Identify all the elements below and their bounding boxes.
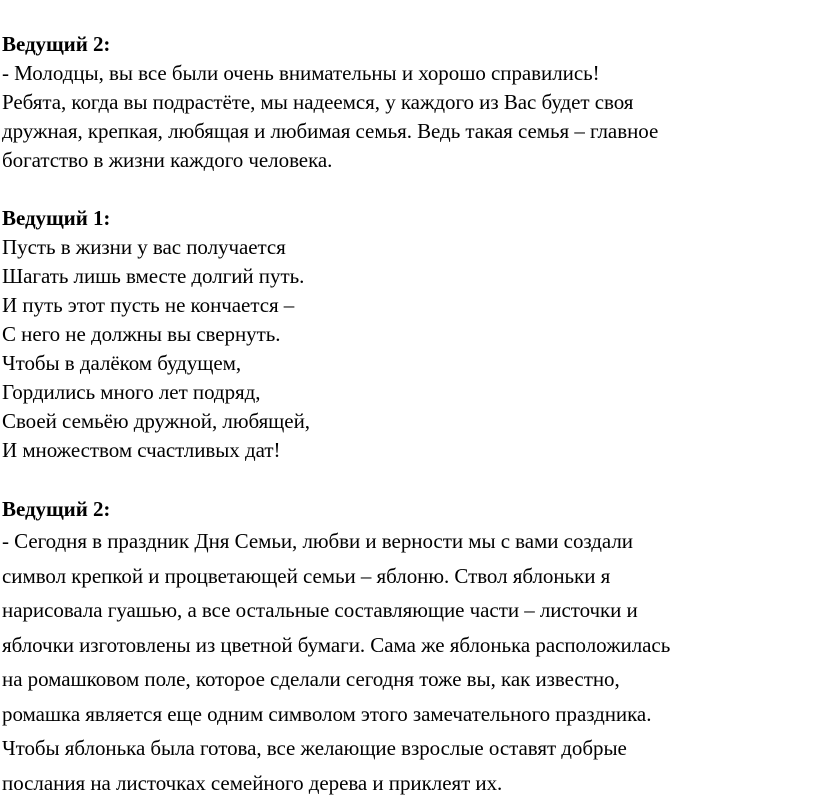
poem-line: Гордились много лет подряд, bbox=[2, 378, 812, 407]
text-line: дружная, крепкая, любящая и любимая семья. Ведь такая семья – главное bbox=[2, 117, 812, 146]
poem-line: И множеством счастливых дат! bbox=[2, 436, 812, 465]
paragraph-gap bbox=[2, 465, 812, 494]
text-line: яблочки изготовлены из цветной бумаги. Сама же яблонька расположилась bbox=[2, 628, 812, 663]
text-line: - Сегодня в праздник Дня Семьи, любви и верности мы с вами создали bbox=[2, 524, 812, 559]
speaker-label: Ведущий 1: bbox=[2, 204, 812, 233]
text-line: ромашка является еще одним символом этого замечательного праздника. bbox=[2, 697, 812, 732]
speaker-label: Ведущий 2: bbox=[2, 494, 812, 524]
poem-line: Чтобы в далёком будущем, bbox=[2, 349, 812, 378]
section-host1-poem bbox=[2, 204, 812, 465]
poem-line: С него не должны вы свернуть. bbox=[2, 320, 812, 349]
text-line: послания на листочках семейного дерева и приклеят их. bbox=[2, 766, 812, 800]
text-line: Ребята, когда вы подрастёте, мы надеемся, у каждого из Вас будет своя bbox=[2, 88, 812, 117]
poem-line: Пусть в жизни у вас получается bbox=[2, 233, 812, 262]
document-page bbox=[2, 30, 812, 800]
poem-line: И путь этот пусть не кончается – bbox=[2, 291, 812, 320]
text-line: на ромашковом поле, которое сделали сегодня тоже вы, как известно, bbox=[2, 662, 812, 697]
poem-line: Шагать лишь вместе долгий путь. bbox=[2, 262, 812, 291]
poem-line: Своей семьёю дружной, любящей, bbox=[2, 407, 812, 436]
section-host2-apple-tree bbox=[2, 494, 812, 800]
text-line: богатство в жизни каждого человека. bbox=[2, 146, 812, 175]
text-line: Чтобы яблонька была готова, все желающие взрослые оставят добрые bbox=[2, 731, 812, 766]
text-line: - Молодцы, вы все были очень внимательны и хорошо справились! bbox=[2, 59, 812, 88]
speaker-label: Ведущий 2: bbox=[2, 30, 812, 59]
paragraph-gap bbox=[2, 175, 812, 204]
section-host2-thanks bbox=[2, 30, 812, 175]
text-line: нарисовала гуашью, а все остальные составляющие части – листочки и bbox=[2, 593, 812, 628]
text-line: символ крепкой и процветающей семьи – яблоню. Ствол яблоньки я bbox=[2, 559, 812, 594]
